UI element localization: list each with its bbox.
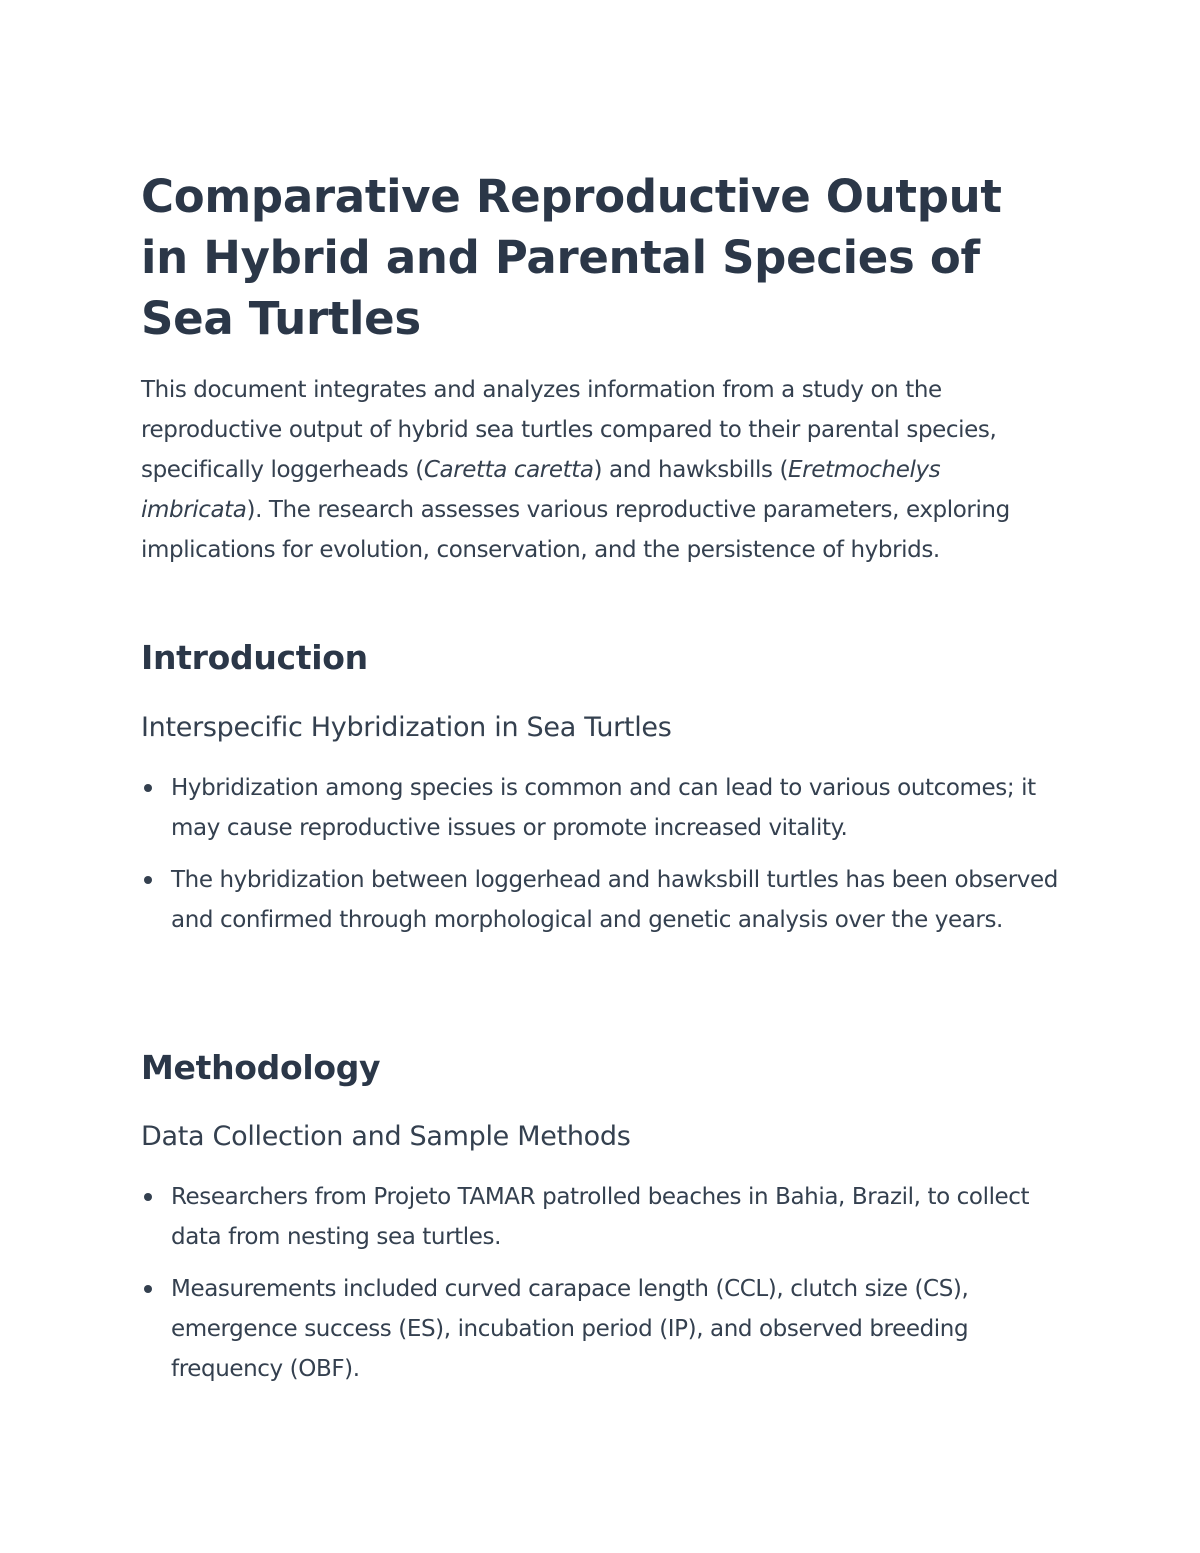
intro-paragraph	[141, 370, 1061, 570]
list-item	[141, 860, 1061, 940]
section-heading-introduction: Introduction	[141, 638, 368, 677]
list-item-text: Hybridization among species is common and can lead to various outcomes; it may cause reproductive issues or promote increased vitality.	[171, 775, 1036, 841]
bullet-dot-icon	[144, 876, 152, 884]
list-item-text: Researchers from Projeto TAMAR patrolled beaches in Bahia, Brazil, to collect data from nesting sea turtles.	[171, 1184, 1030, 1250]
bullet-dot-icon	[144, 784, 152, 792]
bullet-dot-icon	[144, 1193, 152, 1201]
bullet-dot-icon	[144, 1285, 152, 1293]
introduction-bullet-list	[141, 768, 1061, 940]
species-name-loggerhead: Caretta caretta	[423, 457, 594, 483]
species-name-hawksbill: Eretmochelys imbricata	[141, 457, 941, 523]
list-item	[141, 1177, 1061, 1257]
section-heading-methodology: Methodology	[141, 1048, 381, 1087]
intro-text-part3: ). The research assesses various reproductive parameters, exploring implications for evolution, conservation, and the persistence of hybrids.	[141, 497, 1010, 563]
document-title: Comparative Reproductive Output in Hybrid and Parental Species of Sea Turtles	[141, 170, 1002, 345]
intro-text-part1: This document integrates and analyzes information from a study on the reproductive output of hybrid sea turtles compared to their parental species, specifically loggerheads (	[141, 377, 997, 483]
intro-text-part2: ) and hawksbills (	[593, 457, 789, 483]
list-item-text: Measurements included curved carapace length (CCL), clutch size (CS), emergence success (ES), incubation period (IP), and observed breeding frequency (OBF).	[171, 1276, 969, 1382]
list-item	[141, 1269, 1061, 1389]
list-item-text: The hybridization between loggerhead and hawksbill turtles has been observed and confirmed through morphological and genetic analysis over the years.	[171, 867, 1058, 933]
list-item	[141, 768, 1061, 848]
subheading-data-collection: Data Collection and Sample Methods	[141, 1121, 631, 1152]
subheading-interspecific-hybridization: Interspecific Hybridization in Sea Turtles	[141, 712, 672, 743]
methodology-bullet-list	[141, 1177, 1061, 1389]
